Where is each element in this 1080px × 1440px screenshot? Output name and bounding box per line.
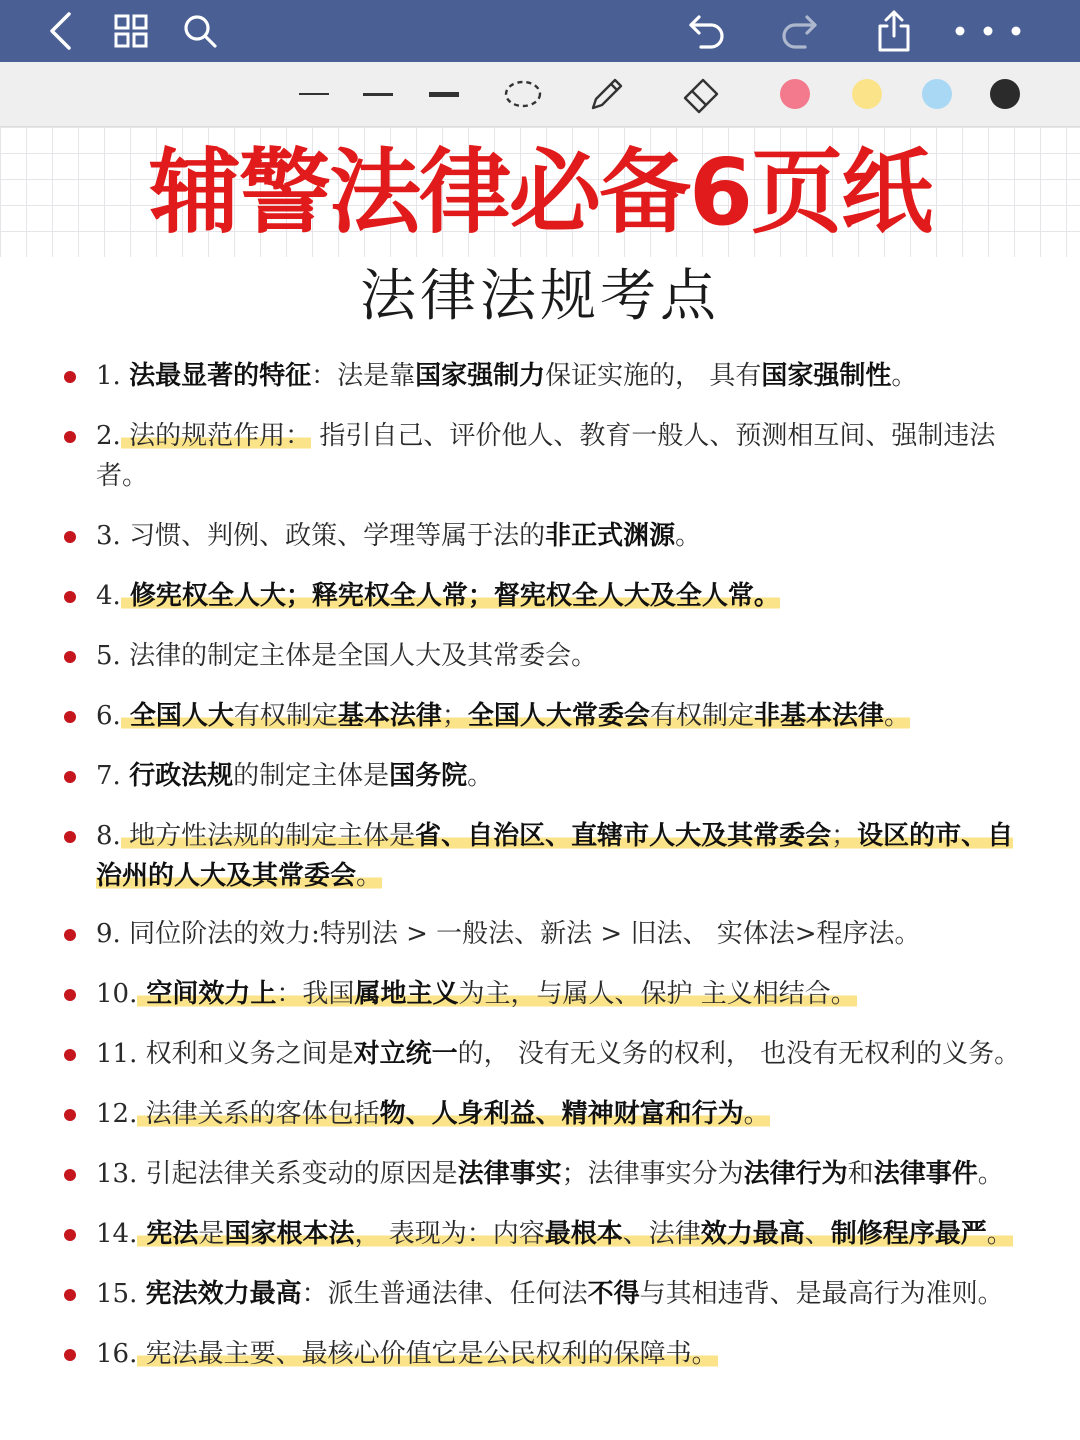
list-item (96, 516, 1036, 556)
list-item-text: 非基本法律 (753, 701, 884, 731)
list-item-text: 是 (198, 1219, 225, 1249)
list-item-text: 最根本 (544, 1219, 623, 1249)
list-item-text: 9. 同位阶法的效力:特别法 > 一般法、新法 > 旧法、 实体法>程序法。 (96, 919, 921, 949)
list-item-text: 宪法效力最高 (145, 1279, 302, 1309)
list-item-text: 国家根本法 (224, 1219, 355, 1249)
bullet-dot (64, 771, 76, 783)
bullet-dot (64, 1349, 76, 1361)
list-item-text: 对立统一 (353, 1039, 458, 1069)
list-item-text: 全国人大常委会 (467, 701, 650, 731)
list-item-text: 非正式渊源 (545, 521, 676, 551)
list-item (96, 696, 1036, 736)
list-item-text: 法最显著的特征 (129, 361, 312, 391)
list-item-text: 基本法律 (337, 701, 442, 731)
bullet-dot (64, 371, 76, 383)
list-item-text: 宪法 (137, 1219, 199, 1249)
bullet-dot (64, 1109, 76, 1121)
list-item-text: 3. 习惯、判例、政策、学理等属于法的 (96, 521, 546, 551)
list-item-text: 法律事实 (457, 1159, 562, 1189)
list-item-text: 行政法规 (129, 761, 234, 791)
list-item-text: 属地主义 (354, 979, 459, 1009)
more-icon[interactable] (950, 0, 1024, 62)
list-item-text: 有权制定 (649, 701, 754, 731)
list-item-text: 14. (96, 1219, 138, 1249)
list-item-text: 省、自治区、直辖市人大及其常委会 (415, 821, 832, 851)
bullet-dot (64, 831, 76, 843)
page-title: 辅警法律必备6页纸 (148, 139, 931, 246)
list-item-text: 保证实施的， 具有 (545, 361, 762, 391)
list-item-text: 有权制定 (233, 701, 338, 731)
list-item-text: 4. (96, 581, 121, 611)
list-item-text: 。 (467, 761, 494, 791)
list-item-text: 、法律 (622, 1219, 701, 1249)
list-item-text: 法律事件 (873, 1159, 978, 1189)
list-item (96, 1274, 1036, 1314)
bullet-dot (64, 711, 76, 723)
list-item-text: ；法律事实分为 (561, 1159, 744, 1189)
list-item-text: ：派生普通法律、任何法 (301, 1279, 588, 1309)
bullet-dot (64, 929, 76, 941)
list-item-text: 。 (675, 521, 702, 551)
list-item-text: 全国人大 (120, 701, 234, 731)
list-item-text: 修宪权全人大；释宪权全人常；督宪权全人大及全人常。 (120, 581, 780, 611)
list-item-text: 国家强制性 (761, 361, 892, 391)
list-item-text: 16. (96, 1339, 138, 1369)
pink-color-swatch[interactable] (778, 62, 812, 126)
list-item-text: 10. (96, 979, 138, 1009)
list-item (96, 576, 1036, 616)
list-item-text: ：我国 (276, 979, 355, 1009)
list-item-text: 的， 没有无义务的权利， 也没有无权利的义务。 (457, 1039, 1021, 1069)
list-item-text: 国务院 (389, 761, 468, 791)
search-icon[interactable] (180, 0, 220, 62)
list-item (96, 356, 1036, 396)
list-item (96, 974, 1036, 1014)
yellow-color-swatch[interactable] (850, 62, 884, 126)
bullet-dot (64, 531, 76, 543)
list-item (96, 1034, 1036, 1074)
list-item-text: 的制定主体是 (233, 761, 390, 791)
black-color-swatch[interactable] (988, 62, 1022, 126)
bullet-dot (64, 651, 76, 663)
list-item (96, 914, 1036, 954)
list-item-text: 11. 权利和义务之间是 (96, 1039, 354, 1069)
list-item-text: ； (831, 821, 858, 851)
thick-line-icon[interactable] (426, 62, 462, 126)
list-item-text: ， 表现为：内容 (354, 1219, 545, 1249)
list-item (96, 1154, 1036, 1194)
list-item-text: 指引自己、评价他人、教育一般人、预测相互间、强制违法者。 (96, 421, 996, 491)
list-item (96, 416, 1036, 496)
list-item-text: 。 (883, 701, 910, 731)
list-item-text: ：法是靠 (311, 361, 416, 391)
list-item (96, 1094, 1036, 1134)
list-item-text: 不得 (587, 1279, 640, 1309)
bullet-dot (64, 1229, 76, 1241)
list-item-text: 15. (96, 1279, 146, 1309)
grid-icon[interactable] (110, 0, 152, 62)
pencil-icon[interactable] (584, 62, 630, 126)
list-item (96, 1214, 1036, 1254)
share-icon[interactable] (872, 0, 916, 62)
redo-icon[interactable] (776, 0, 822, 62)
list-item-text: 制修程序最严 (830, 1219, 987, 1249)
list-item (96, 756, 1036, 796)
list-item (96, 636, 1036, 676)
list-item-text: 空间效力上 (137, 979, 277, 1009)
list-item-text: 6. (96, 701, 121, 731)
list-item-text: 地方性法规的制定主体是 (120, 821, 416, 851)
list-item-text: ； (441, 701, 468, 731)
eraser-icon[interactable] (678, 62, 724, 126)
list-item-text: 。 (743, 1099, 770, 1129)
list-item-text: 法律行为 (743, 1159, 848, 1189)
bullet-dot (64, 591, 76, 603)
list-item-text: 设区的市、自治州的人大及其常委会 (96, 821, 1014, 891)
list-item (96, 816, 1036, 896)
list-item-text: 法的规范作用： (120, 421, 312, 451)
list-item (96, 1334, 1036, 1374)
list-item-text: 宪法最主要、最核心价值它是公民权利的保障书。 (137, 1339, 718, 1369)
list-item-text: 5. 法律的制定主体是全国人大及其常委会。 (96, 641, 598, 671)
list-item-text: 。 (356, 861, 383, 891)
list-item-text: 国家强制力 (415, 361, 546, 391)
bullet-dot (64, 989, 76, 1001)
list-item-text: 为主，与属人、保护 主义相结合。 (458, 979, 857, 1009)
list-item-text: 物、人身利益、精神财富和行为 (379, 1099, 744, 1129)
list-item-text: 与其相违背、是最高行为准则。 (639, 1279, 1004, 1309)
list-item-text: 13. 引起法律关系变动的原因是 (96, 1159, 458, 1189)
list-item-text: 2. (96, 421, 121, 451)
list-item-text: 。 (977, 1159, 1004, 1189)
list-item-text: 和 (847, 1159, 874, 1189)
top-navigation-bar (0, 0, 1080, 62)
list-item-text: 。 (986, 1219, 1013, 1249)
list-item-text: 8. (96, 821, 121, 851)
bullet-dot (64, 1169, 76, 1181)
list-item-text: 7. (96, 761, 130, 791)
page-subtitle: 法律法规考点 (360, 264, 720, 329)
drawing-toolbar (0, 62, 1080, 127)
list-item-text: 。 (891, 361, 918, 391)
bullet-dot (64, 1289, 76, 1301)
list-item-text: 法律关系的客体包括 (137, 1099, 380, 1129)
list-item-text: 12. (96, 1099, 138, 1129)
bullet-dot (64, 1049, 76, 1061)
thin-line-icon[interactable] (296, 62, 332, 126)
lasso-icon[interactable] (500, 62, 546, 126)
back-chevron-icon[interactable] (40, 0, 80, 62)
undo-icon[interactable] (684, 0, 730, 62)
list-item-text: 、 (804, 1219, 831, 1249)
blue-color-swatch[interactable] (920, 62, 954, 126)
bullet-dot (64, 431, 76, 443)
medium-line-icon[interactable] (360, 62, 396, 126)
list-item-text: 1. (96, 361, 130, 391)
list-item-text: 效力最高 (700, 1219, 805, 1249)
